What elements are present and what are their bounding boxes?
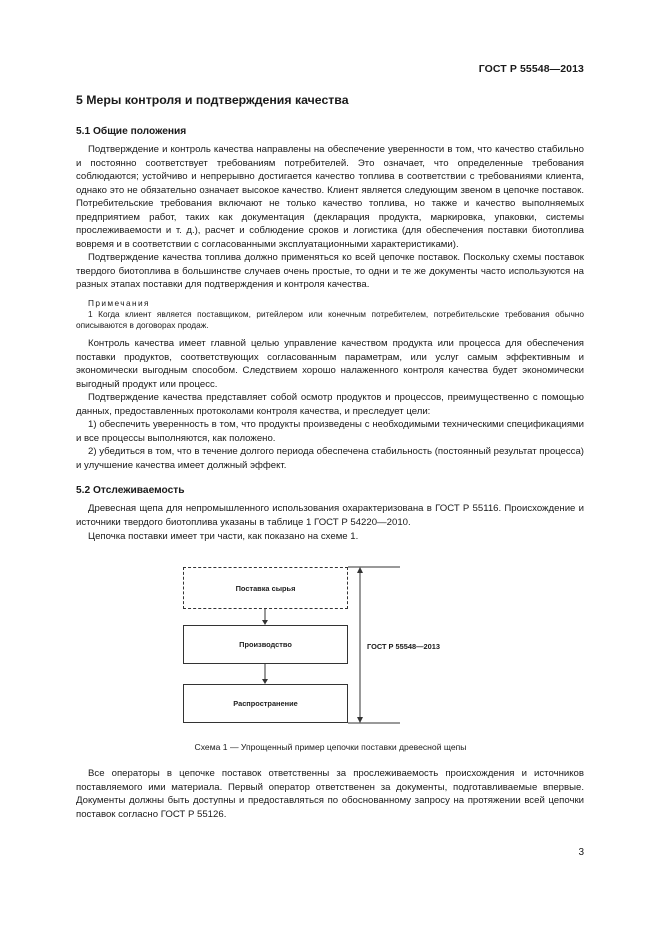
subsection-title-5-2: 5.2 Отслеживаемость <box>76 485 185 497</box>
page-number: 3 <box>578 847 584 858</box>
document-id: ГОСТ Р 55548—2013 <box>478 63 584 75</box>
paragraph: Контроль качества имеет главной целью управление качеством продукта или процесса для обеспечения поставки продуктов, соответствующих согласованным параметрам, или услуг самым эффективным и экономически выгодным способом. Следствием хорошо налаженного контроля качества будет экономически выгодный продукт или процесс. <box>76 338 584 390</box>
paragraph: Подтверждение качества представляет собой осмотр продуктов и процессов, преимущественно с помощью данных, предоставленных протоколами контроля качества, и преследует цели: <box>76 392 584 417</box>
diagram-side-label: ГОСТ Р 55548—2013 <box>367 642 440 651</box>
arrow-head <box>262 679 268 684</box>
arrow-head <box>357 717 363 723</box>
diagram-box-raw-supply: Поставка сырья <box>183 567 348 609</box>
list-item: 1) обеспечить уверенность в том, что продукты произведены с необходимыми техническими спецификациями и все процессы выполняются, как положено. <box>76 419 584 444</box>
paragraph: Все операторы в цепочке поставок ответственны за прослеживаемость происхождения и источников поставляемого ими материала. Первый оператор ответственен за документы, подготавливаемые впервые. Документы должны быть доступны и предоставляться по обоснованному запросу на протяжении всей цепочки поставок согласно ГОСТ Р 55126. <box>76 768 584 820</box>
section-title: 5 Меры контроля и подтверждения качества <box>76 93 349 107</box>
diagram-box-distribution: Распространение <box>183 684 348 723</box>
note-title: Примечания <box>88 298 150 309</box>
paragraph: Цепочка поставки имеет три части, как показано на схеме 1. <box>88 530 359 542</box>
paragraph: Подтверждение качества топлива должно применяться ко всей цепочке поставок. Поскольку схемы поставок твердого биотоплива в большинстве случаев очень простые, то одни и те же документы часто используются на разных этапах поставки для подтверждения и контроля качества. <box>76 252 584 291</box>
arrow-head <box>262 620 268 625</box>
arrow-head <box>357 567 363 573</box>
subsection-title-5-1: 5.1 Общие положения <box>76 126 187 137</box>
diagram-caption: Схема 1 — Упрощенный пример цепочки поставки древесной щепы <box>194 742 467 752</box>
list-item: 2) убедиться в том, что в течение долгого периода обеспечена стабильность (постоянный результат процесса) и улучшение качества имеет должный эффект. <box>76 446 584 471</box>
paragraph: Древесная щепа для непромышленного использования охарактеризована в ГОСТ Р 55116. Происхождение и источники твердого биотоплива указаны в таблице 1 ГОСТ Р 54220—2010. <box>76 503 584 529</box>
note-text: 1 Когда клиент является поставщиком, ритейлером или конечным потребителем, потребительские требования обычно описываются в договорах продаж. <box>76 309 584 331</box>
paragraph: Подтверждение и контроль качества направлены на обеспечение уверенности в том, что качество стабильно и постоянно соответствует требованиям потребителей. Это означает, что определенные требования соблюдаются; устойчиво и непрерывно достигается качество топлива в соответствии с требованиями клиента, однако это не обязательно означает высокое качество. Клиент является следующим звеном в цепочке поставок. Потребительские требования включают не только качество топлива, но также и качество выполняемых предприятием работ, таких как документация (декларация продукта, маркировка, упаковки, системы прослеживаемости и т. д.), расчет и соблюдение сроков и логистика (для обеспечения поставки биотоплива вовремя и в соответствии с согласованными эксплуатационными характеристиками). <box>76 144 584 250</box>
document-body <box>76 93 584 543</box>
diagram-box-production: Производство <box>183 625 348 664</box>
